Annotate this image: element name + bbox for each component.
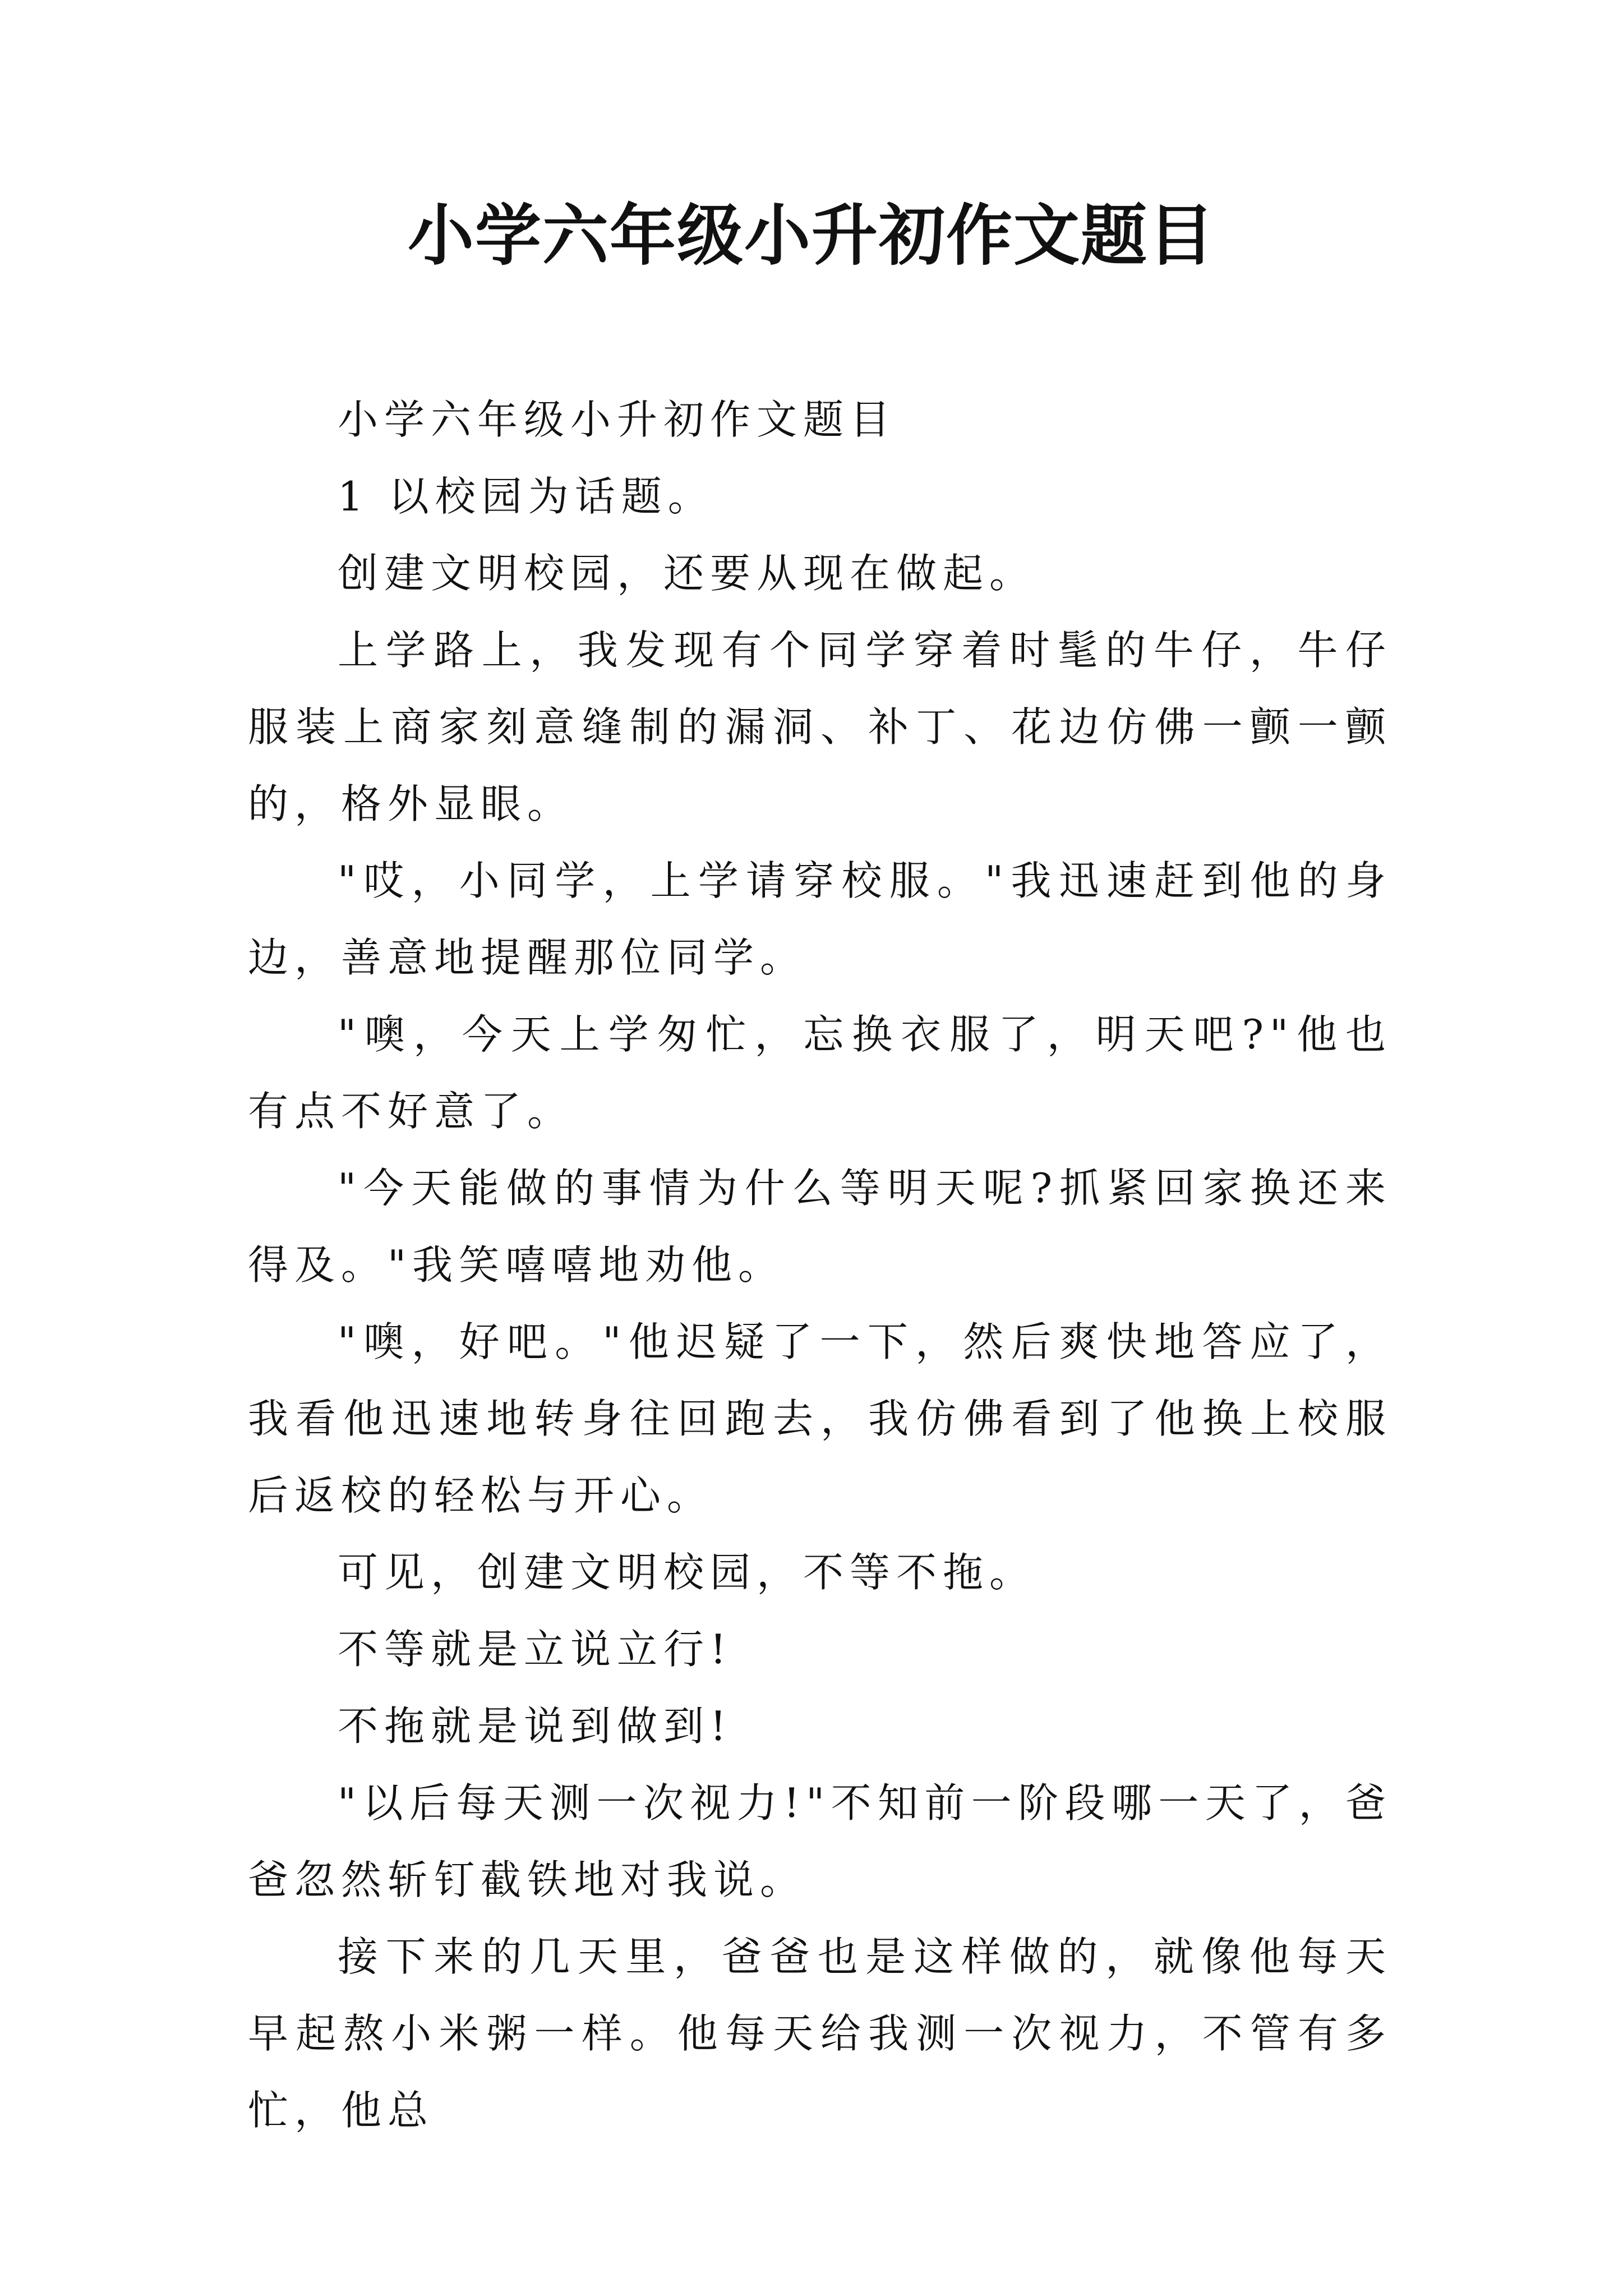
paragraph: "今天能做的事情为什么等明天呢?抓紧回家换还来得及。"我笑嘻嘻地劝他。: [248, 1165, 1392, 1289]
document-title: 小学六年级小升初作文题目: [407, 196, 1215, 274]
paragraph: 小学六年级小升初作文题目: [338, 396, 897, 443]
paragraph: "哎，小同学，上学请穿校服。"我迅速赶到他的身边，善意地提醒那位同学。: [248, 857, 1392, 981]
paragraph: "以后每天测一次视力!"不知前一阶段哪一天了，爸爸忽然斩钉截铁地对我说。: [248, 1779, 1392, 1903]
paragraph: "噢，今天上学匆忙，忘换衣服了，明天吧?"他也有点不好意了。: [248, 1011, 1392, 1135]
paragraph: 上学路上，我发现有个同学穿着时髦的牛仔，牛仔服装上商家刻意缝制的漏洞、补丁、花边仿佛一颤一颤的，格外显眼。: [248, 627, 1392, 827]
paragraph: 不等就是立说立行!: [338, 1626, 732, 1673]
document-body: [248, 381, 1392, 2149]
paragraph: 可见，创建文明校园，不等不拖。: [338, 1549, 1036, 1596]
paragraph: 1 以校园为话题。: [338, 473, 714, 520]
paragraph: "噢，好吧。"他迟疑了一下，然后爽快地答应了，我看他迅速地转身往回跑去，我仿佛看到了他换上校服后返校的轻松与开心。: [248, 1318, 1392, 1519]
paragraph: 接下来的几天里，爸爸也是这样做的，就像他每天早起熬小米粥一样。他每天给我测一次视力，不管有多忙，他总: [248, 1933, 1392, 2134]
paragraph: 创建文明校园，还要从现在做起。: [338, 550, 1036, 597]
paragraph: 不拖就是说到做到!: [338, 1703, 732, 1750]
